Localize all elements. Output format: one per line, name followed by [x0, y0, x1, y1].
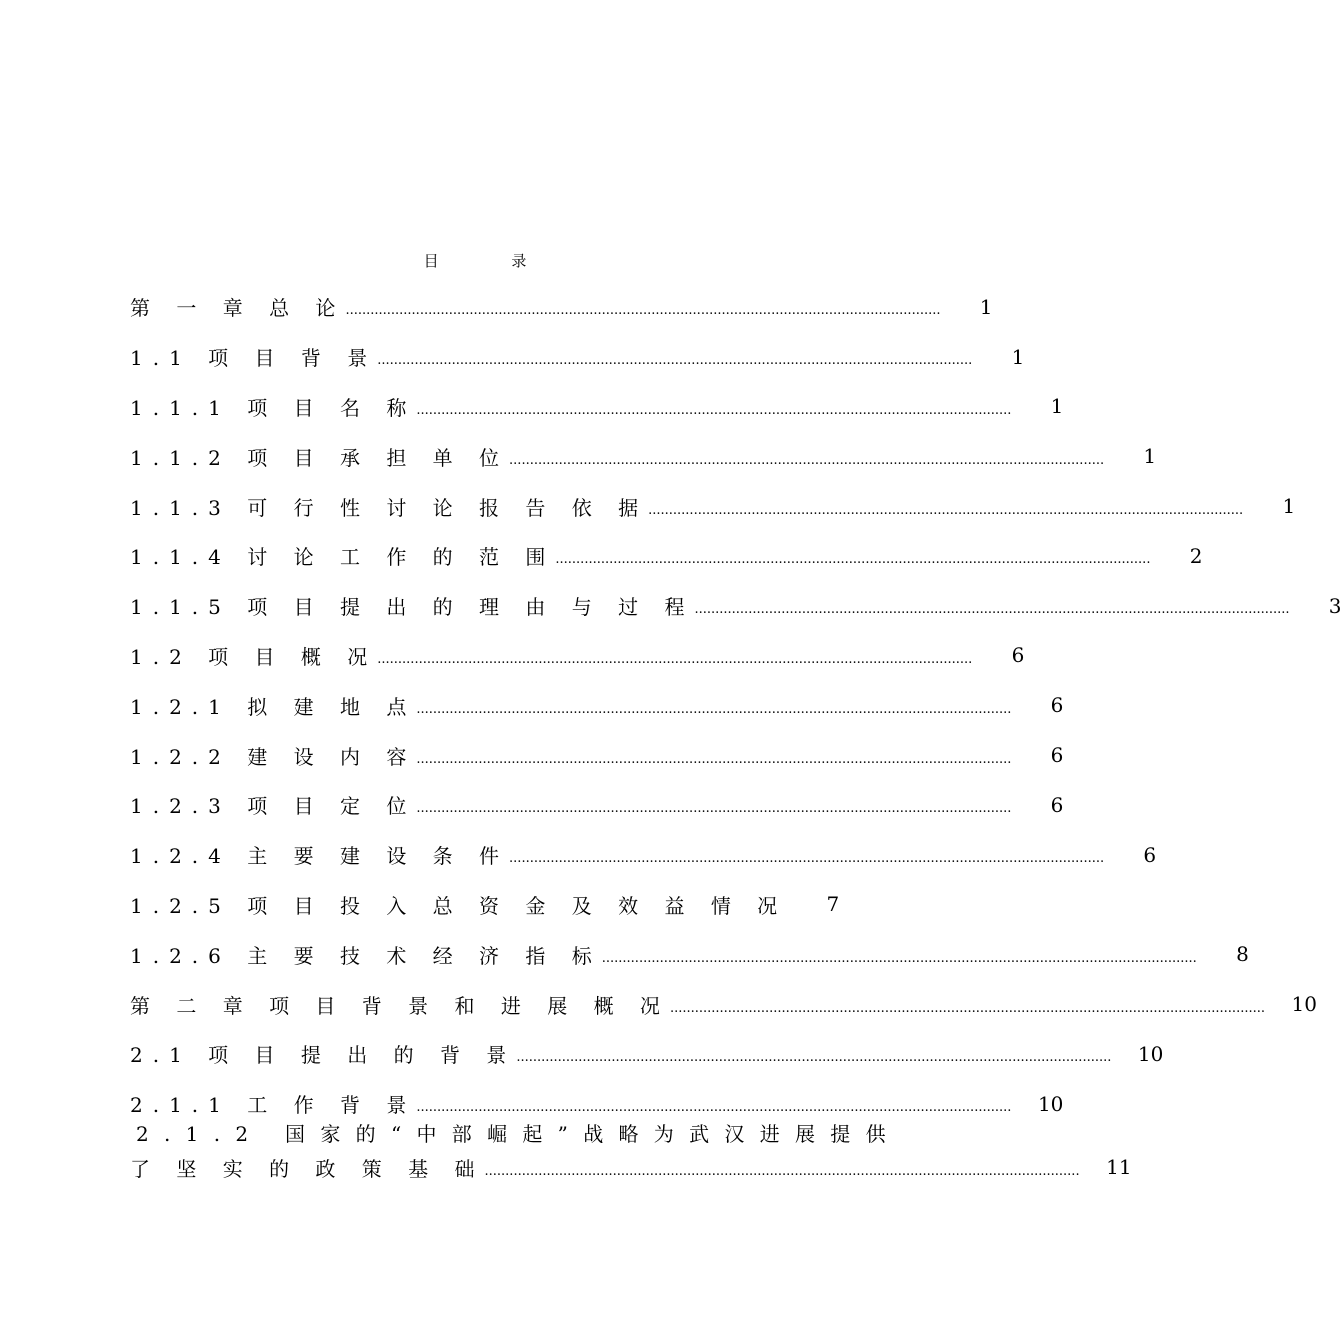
dot-leader: ................................................................................................................................................ [377, 353, 973, 369]
toc-entry-label: 1.1.3 可 行 性 讨 论 报 告 依 据 [130, 495, 649, 520]
dot-leader: ................................................................................................................................................ [416, 701, 1012, 717]
toc-entry-label: 1.2.2 建 设 内 容 [130, 744, 417, 769]
toc-entry-label: 1.2 项 目 概 况 [130, 644, 378, 669]
dot-leader: ................................................................................................................................................ [416, 1100, 1012, 1116]
toc-entry-page: 6 [1050, 743, 1064, 768]
dot-leader: ................................................................................................................................................ [345, 303, 941, 319]
toc-entry-label: 1.2.5 项 目 投 入 总 资 金 及 效 益 情 况 [130, 893, 788, 918]
dot-leader: ................................................................................................................................................ [648, 502, 1244, 518]
toc-entry-wrapped-line1[interactable]: 2.1.2 国家的“中部崛起”战略为武汉进展提供 [136, 1122, 901, 1146]
toc-entry[interactable] [130, 1029, 1164, 1079]
toc-entry[interactable] [130, 282, 993, 332]
toc-entry-page: 10 [1137, 1041, 1164, 1066]
dot-leader: ................................................................................................................................................ [484, 1163, 1080, 1179]
toc-entry-wrapped-line2[interactable] [130, 1150, 1132, 1184]
toc-entry-page: 6 [1011, 643, 1025, 668]
toc-entry[interactable] [130, 680, 1064, 730]
toc-entry-page: 1 [1011, 344, 1025, 369]
toc-entry-page: 10 [1037, 1091, 1064, 1116]
toc-entry-page: 6 [1050, 792, 1064, 817]
dot-leader: ................................................................................................................................................ [416, 751, 1012, 767]
toc-entry[interactable] [130, 780, 1064, 830]
dot-leader: ................................................................................................................................................ [509, 851, 1105, 867]
toc-entry-page: 6 [1143, 842, 1157, 867]
toc-entry-label: 1.2.1 拟 建 地 点 [130, 694, 417, 719]
toc-entry[interactable] [130, 332, 1025, 382]
toc-entry-label: 2.1 项 目 提 出 的 背 景 [130, 1043, 517, 1068]
toc-entry-label: 第 二 章 项 目 背 景 和 进 展 概 况 [130, 993, 670, 1018]
dot-leader: ................................................................................................................................................ [555, 552, 1151, 568]
toc-entry-label: 1.2.3 项 目 定 位 [130, 794, 417, 819]
dot-leader: ................................................................................................................................................ [416, 402, 1012, 418]
toc-entry-label: 1.2.4 主 要 建 设 条 件 [130, 844, 510, 869]
toc-entry[interactable] [130, 631, 1025, 681]
toc-entry-page: 1 [1282, 494, 1296, 519]
toc-entry[interactable] [130, 880, 840, 930]
toc-entry-page: 10 [1291, 992, 1317, 1017]
toc-title: 目 录 [423, 252, 561, 270]
dot-leader: ................................................................................................................................................ [509, 452, 1105, 468]
dot-leader: ................................................................................................................................................ [694, 602, 1290, 618]
toc-entry-label: 2.1.1 工 作 背 景 [130, 1093, 417, 1118]
toc-entry-page: 1 [979, 294, 993, 319]
toc-entry[interactable] [130, 730, 1064, 780]
toc-entry-label: 了 坚 实 的 政 策 基 础 [130, 1156, 485, 1181]
toc-entry[interactable] [130, 382, 1064, 432]
toc-entry-page: 8 [1236, 942, 1249, 967]
toc-entry-label: 1.1.5 项 目 提 出 的 理 由 与 过 程 [130, 595, 695, 620]
toc-entry[interactable] [130, 431, 1157, 481]
toc-entry-page: 1 [1143, 444, 1157, 469]
toc-entry-label: 第 一 章 总 论 [130, 296, 346, 321]
dot-leader: ................................................................................................................................................ [416, 801, 1012, 817]
toc-entry-page: 3 [1328, 593, 1342, 618]
toc-entry-page: 2 [1189, 543, 1203, 568]
toc-entry-label: 1.1 项 目 背 景 [130, 346, 378, 371]
toc-entry[interactable] [130, 929, 1249, 979]
toc-entry[interactable] [130, 581, 1342, 631]
toc-entry-page: 11 [1106, 1155, 1132, 1179]
toc-entry-label: 1.1.4 讨 论 工 作 的 范 围 [130, 545, 556, 570]
toc-entry[interactable] [130, 481, 1296, 531]
toc-entry-label: 1.2.6 主 要 技 术 经 济 指 标 [130, 943, 602, 968]
toc-entry-page: 1 [1050, 394, 1064, 419]
dot-leader: ................................................................................................................................................ [669, 1000, 1265, 1016]
toc-entry[interactable] [130, 531, 1203, 581]
toc-entry-label: 1.1.1 项 目 名 称 [130, 395, 417, 420]
table-of-contents [130, 282, 1342, 1129]
dot-leader: ................................................................................................................................................ [601, 950, 1197, 966]
toc-entry[interactable] [130, 830, 1157, 880]
toc-entry-page: 7 [826, 892, 840, 917]
dot-leader: ................................................................................................................................................ [377, 651, 973, 667]
toc-entry[interactable] [130, 979, 1317, 1029]
dot-leader: ................................................................................................................................................ [516, 1050, 1112, 1066]
toc-entry-label: 1.1.2 项 目 承 担 单 位 [130, 445, 510, 470]
toc-entry-page: 6 [1050, 693, 1064, 718]
